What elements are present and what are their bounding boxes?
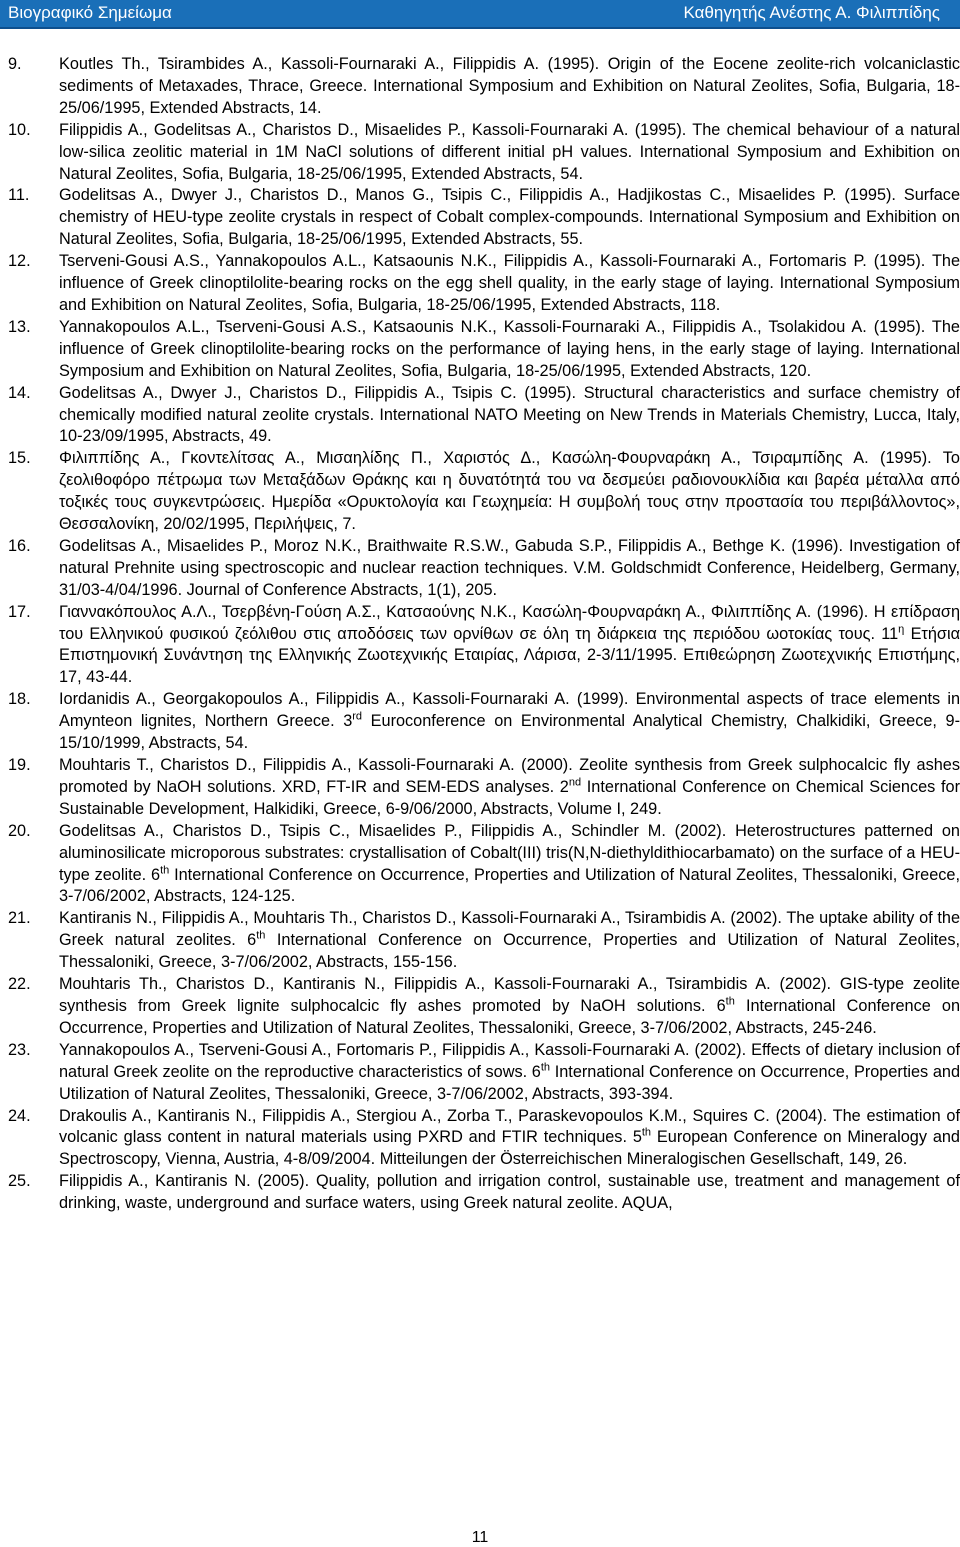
reference-text: European Conference on Mineralogy and Spectroscopy, Vienna, Austria, 4-8/09/2004. Mitteilungen der Österreichischen Mineralogischen Gesellschaft, 149, 26. [59,1128,960,1169]
reference-number: 15. [8,449,31,468]
reference-text: Filippidis A., Kantiranis N. (2005). Quality, pollution and irrigation control, sustainable use, treatment and management of drinking, waste, underground and surface waters, using Greek natural zeolite. AQUA, [59,1172,960,1213]
reference-superscript: η [898,623,905,636]
header-left-title: Βιογραφικό Σημείωμα [8,3,172,22]
reference-text: Yannakopoulos A.L., Tserveni-Gousi A.S., Katsaounis N.K., Kassoli-Fournaraki A., Filippidis A., Tsolakidou A. (1995). The influence of Greek clinoptilolite-bearing rocks on the performance of laying hens, in the early stage of laying. International Symposium and Exhibition on Natural Zeolites, Sofia, Bulgaria, 18-25/06/1995, Extended Abstracts, 120. [59,317,960,380]
page-number: 11 [471,1529,489,1546]
reference-number: 17. [8,602,31,621]
reference-text: Euroconference on Environmental Analytical Chemistry, Chalkidiki, Greece, 9-15/10/1999, Abstracts, 54. [59,712,960,753]
reference-number: 12. [8,252,31,271]
page-header [0,0,960,27]
reference-text: International Conference on Occurrence, Properties and Utilization of Natural Zeolites, Thessaloniki, Greece, 3-7/06/2002, Abstracts, 124-125. [59,865,960,906]
reference-item [8,1040,960,1106]
reference-text: Mouhtaris T., Charistos D., Filippidis A., Kassoli-Fournaraki A. (2000). Zeolite synthesis from Greek sulphocalcic fly ashes promoted by NaOH solutions. XRD, FT-IR and SEM-EDS analyses. 2 [59,756,960,796]
reference-number: 20. [8,821,31,840]
reference-text: Tserveni-Gousi A.S., Yannakopoulos A.L., Katsaounis N.K., Filippidis A., Kassoli-Fournaraki A., Fortomaris P. (1995). The influence of Greek clinoptilolite-bearing rocks on the egg shell quality, in the early stage of laying. International Symposium and Exhibition on Natural Zeolites, Sofia, Bulgaria, 18-25/06/1995, Extended Abstracts, 118. [59,252,960,314]
reference-item [8,908,960,974]
reference-text: Drakoulis A., Kantiranis N., Filippidis A., Stergiou A., Zorba T., Paraskevopoulos K.M., Squires C. (2004). The estimation of volcanic glass content in natural materials using PXRD and FTIR techniques. 5 [59,1106,960,1147]
reference-text: Mouhtaris Th., Charistos D., Kantiranis N., Filippidis A., Kassoli-Fournaraki A., Tsirambidis A. (2002). GIS-type zeolite synthesis from Greek lignite sulphocalcic fly ashes promoted by NaOH solutions. 6 [59,975,960,1015]
reference-text: International Conference on Chemical Sciences for Sustainable Development, Halkidiki, Greece, 6-9/06/2000, Abstracts, Volume I, 249. [59,777,960,818]
reference-item [8,536,960,602]
reference-text: International Conference on Occurrence, Properties and Utilization of Natural Zeolites, Thessaloniki, Greece, 3-7/06/2002, Abstracts, 245-246. [59,996,960,1037]
reference-text: Godelitsas A., Dwyer J., Charistos D., Manos G., Tsipis C., Filippidis A., Hadjikostas C., Misaelides P. (1995). Surface chemistry of HEU-type zeolite crystals in respect of Cobalt complex-compounds. International Symposium and Exhibition on Natural Zeolites, Sofia, Bulgaria, 18-25/06/1995, Extended Abstracts, 55. [59,186,960,249]
reference-item [8,974,960,1040]
reference-text: Yannakopoulos A., Tserveni-Gousi A., Fortomaris P., Filippidis A., Kassoli-Fournaraki A. (2002). Effects of dietary inclusion of natural Greek zeolite on the reproductive characteristics of sows. 6 [59,1040,960,1081]
reference-text: Kantiranis N., Filippidis A., Mouhtaris Th., Charistos D., Kassoli-Fournaraki A., Tsirambidis A. (2002). The uptake ability of the Greek natural zeolites. 6 [59,909,960,950]
reference-text: Φιλιππίδης Α., Γκοντελίτσας Α., Μισαηλίδης Π., Χαριστός Δ., Κασώλη-Φουρναράκη Α., Τσιραμπίδης Α. (1995). Το ζεολιθοφόρο πέτρωμα των Μεταξάδων Θράκης και η δυνατότητά του να δεσμεύει ραδιονουκλίδια και βαρέα μέταλλα από τοξικές τους συγκεντρώσεις. Ημερίδα «Ορυκτολογία και Γεωχημεία: Η συμβολή τους στην προστασία του περιβάλλοντος», Θεσσαλονίκη, 20/02/1995, Περιλήψεις, 7. [59,449,960,534]
reference-item [8,1171,960,1215]
reference-text: Koutles Th., Tsirambides A., Kassoli-Fournaraki A., Filippidis A. (1995). Origin of the Eocene zeolite-rich volcaniclastic sediments of Metaxades, Thrace, Greece. International Symposium and Exhibition on Natural Zeolites, Sofia, Bulgaria, 18-25/06/1995, Extended Abstracts, 14. [59,55,960,117]
reference-item [8,448,960,536]
reference-item [8,317,960,383]
reference-superscript: th [256,929,266,942]
reference-number: 13. [8,317,31,336]
reference-text: International Conference on Occurrence, Properties and Utilization of Natural Zeolites, Thessaloniki, Greece, 3-7/06/2002, Abstracts, 393-394. [59,1062,960,1103]
reference-number: 24. [8,1106,31,1125]
reference-number: 9. [8,55,22,73]
reference-item [8,755,960,821]
reference-item [8,185,960,251]
reference-list [8,54,960,1215]
reference-text: Filippidis A., Godelitsas A., Charistos D., Misaelides P., Kassoli-Fournaraki A. (1995). The chemical behaviour of a natural low-silica zeolitic material in 1M NaCl solutions of different initial pH values. International Symposium and Exhibition on Natural Zeolites, Sofia, Bulgaria, 18-25/06/1995, Extended Abstracts, 54. [59,120,960,183]
reference-item [8,54,960,120]
reference-number: 19. [8,756,31,774]
reference-item [8,689,960,755]
reference-superscript: th [160,864,170,877]
reference-number: 11. [8,186,30,205]
reference-item [8,120,960,186]
reference-superscript: th [725,995,735,1008]
reference-number: 10. [8,120,31,139]
reference-superscript: th [641,1126,652,1139]
reference-text: Γιαννακόπουλος Α.Λ., Τσερβένη-Γούση Α.Σ., Κατσαούνης Ν.Κ., Κασώλη-Φουρναράκη Α., Φιλιππίδης Α. (1996). Η επίδραση του Ελληνικού φυσικού ζεόλιθου στις αποδόσεις των ορνίθων σε όλη τη διάρκεια της περιόδου ωοτοκίας τους. 11 [59,602,960,643]
reference-item [8,602,960,690]
reference-superscript: rd [352,710,363,723]
reference-text: Iordanidis A., Georgakopoulos A., Filippidis A., Kassoli-Fournaraki A. (1999). Environmental aspects of trace elements in Amynteon lignites, Northern Greece. 3 [59,690,960,731]
reference-text: Godelitsas A., Dwyer J., Charistos D., Filippidis A., Tsipis C. (1995). Structural characteristics and surface chemistry of chemically modified natural zeolite crystals. International NATO Meeting on New Trends in Materials Chemistry, Lucca, Italy, 10-23/09/1995, Abstracts, 49. [59,383,960,446]
reference-number: 14. [8,383,31,402]
reference-text: Godelitsas A., Charistos D., Tsipis C., Misaelides P., Filippidis A., Schindler M. (2002). Heterostructures patterned on aluminosilicate microporous substrates: crystallisation of Cobalt(III) tris(N,N-diethyldithiocarbamato) on the surface of a HEU-type zeolite. 6 [59,821,960,884]
reference-number: 21. [8,909,31,928]
reference-superscript: nd [568,776,582,789]
header-right-title: Καθηγητής Ανέστης Α. Φιλιππίδης [683,3,940,22]
reference-number: 22. [8,975,31,994]
reference-text: International Conference on Occurrence, Properties and Utilization of Natural Zeolites, Thessaloniki, Greece, 3-7/06/2002, Abstracts, 155-156. [59,931,960,972]
reference-number: 25. [8,1172,31,1191]
reference-text: Ετήσια Επιστημονική Συνάντηση της Ελληνικής Ζωοτεχνικής Εταιρίας, Λάρισα, 2-3/11/1995. Επιθεώρηση Ζωοτεχνικής Επιστήμης, 17, 43-44. [59,624,960,687]
header-divider [0,27,960,29]
reference-number: 18. [8,690,31,709]
reference-item [8,251,960,317]
reference-item [8,383,960,449]
reference-number: 16. [8,536,31,555]
reference-superscript: th [540,1061,551,1074]
reference-text: Godelitsas A., Misaelides P., Moroz N.K., Braithwaite R.S.W., Gabuda S.P., Filippidis A., Bethge K. (1996). Investigation of natural Prehnite using spectroscopic and nuclear reaction techniques. V.M. Goldschmidt Conference, Heidelberg, Germany, 31/03-4/04/1996. Journal of Conference Abstracts, 1(1), 205. [59,536,960,599]
reference-item [8,821,960,909]
reference-item [8,1106,960,1172]
reference-number: 23. [8,1040,31,1059]
